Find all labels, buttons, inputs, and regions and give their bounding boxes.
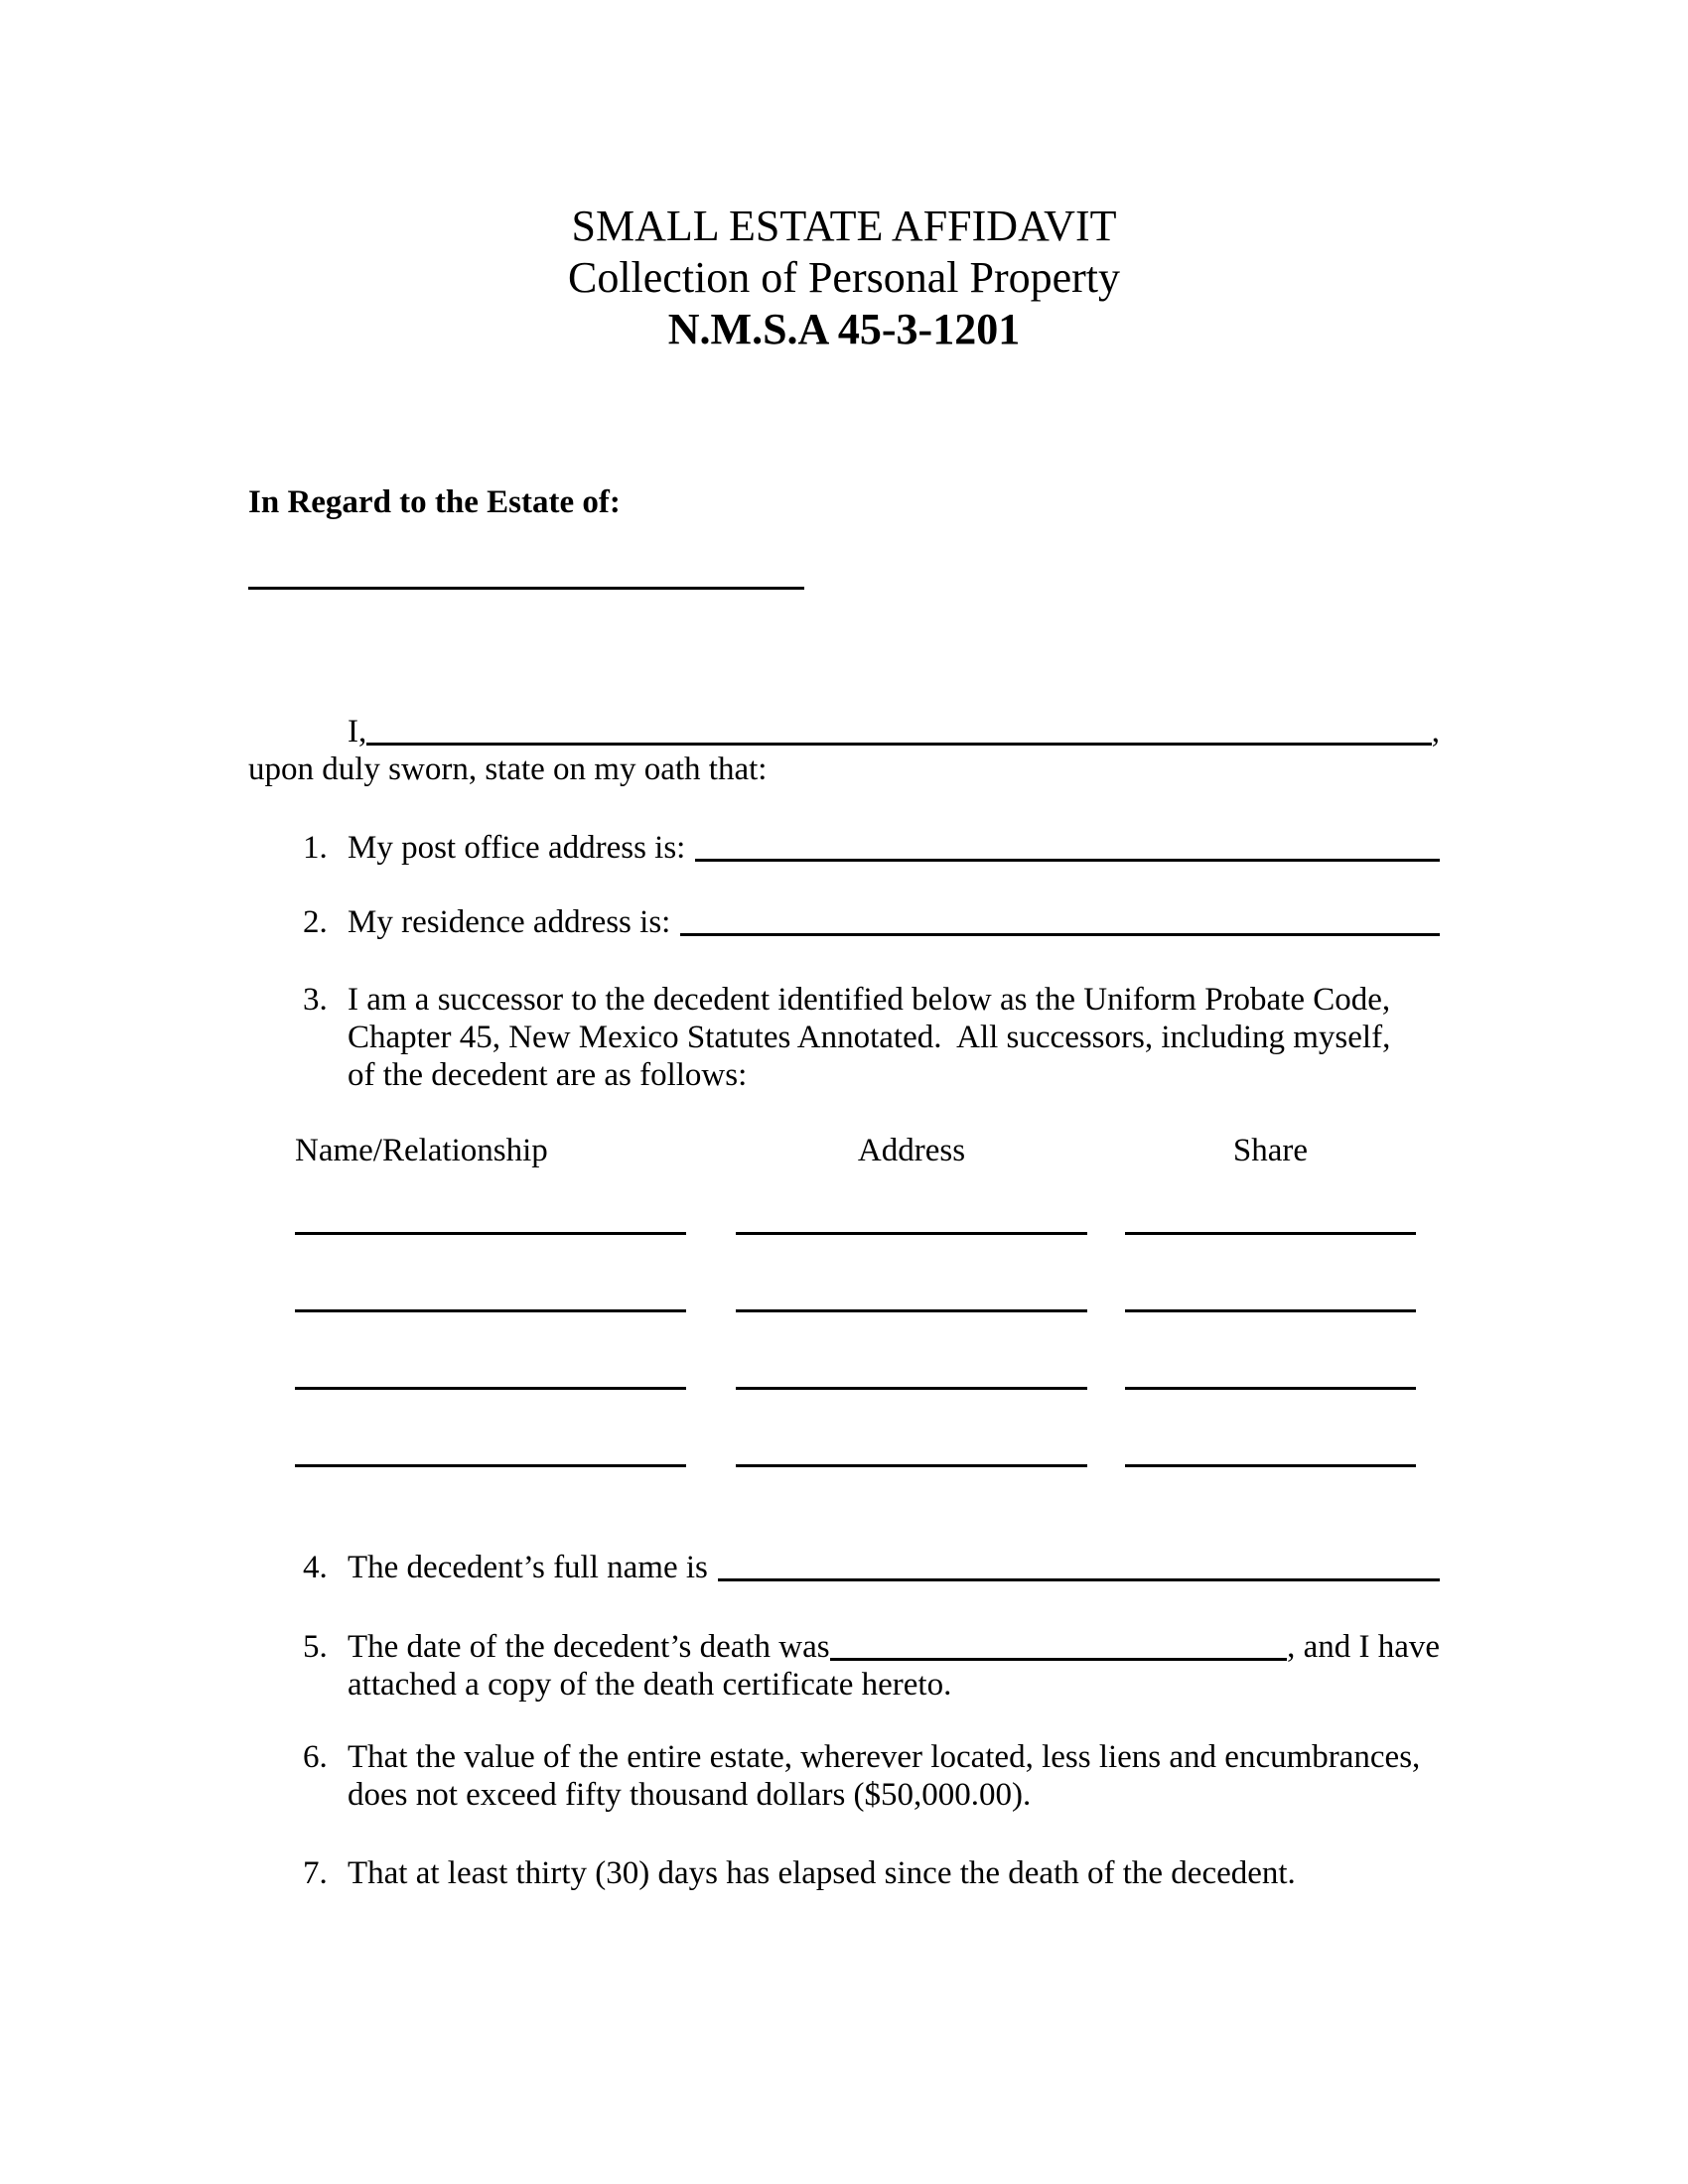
item-number: 3. [303,982,328,1018]
successor-name-line[interactable] [295,1464,686,1467]
successor-share-line[interactable] [1125,1232,1416,1235]
item-number: 7. [303,1855,328,1891]
oath-trailing-comma: , [1431,714,1440,750]
successor-address-line[interactable] [736,1232,1087,1235]
document-title [248,0,1440,355]
successors-table-header [295,1132,1440,1169]
statement-line: attached a copy of the death certificate hereto. [348,1667,952,1703]
successor-name-line[interactable] [295,1232,686,1235]
item-label: My post office address is: [348,830,686,866]
death-date-line[interactable] [830,1658,1287,1661]
successors-rows [295,1169,1440,1467]
item-date-of-death [248,1628,1440,1704]
column-header-name-relationship: Name/Relationship [295,1133,548,1168]
estate-of-label: In Regard to the Estate of: [248,484,621,520]
title-line-3: N.M.S.A 45-3-1201 [667,305,1021,353]
successors-table [248,1132,1440,1467]
successor-address-line[interactable] [736,1464,1087,1467]
decedent-name-line[interactable] [718,1578,1440,1581]
oath-line-1 [248,713,1440,751]
successor-row [295,1169,1440,1235]
item-post-office-address [248,829,1440,867]
successor-row [295,1235,1440,1312]
item-successor-statement [248,981,1440,1094]
column-header-address: Address [857,1133,966,1168]
item-number: 4. [303,1550,328,1585]
statement-line: That at least thirty (30) days has elapsed since the death of the decedent. [348,1855,1296,1891]
item-estate-value [248,1738,1440,1814]
affiant-name-line[interactable] [366,743,1432,746]
successor-address-line[interactable] [736,1309,1087,1312]
oath-pre-text: I, [348,714,367,750]
column-spacer [686,1132,736,1169]
successor-name-line[interactable] [295,1309,686,1312]
item-number: 6. [303,1739,328,1775]
item-thirty-days [248,1854,1440,1892]
successor-row [295,1390,1440,1467]
oath-paragraph [248,713,1440,788]
successor-row [295,1312,1440,1390]
statement-line: I am a successor to the decedent identified below as the Uniform Probate Code, [348,982,1391,1018]
successor-address-line[interactable] [736,1387,1087,1390]
column-header-share: Share [1232,1133,1309,1168]
successor-name-line[interactable] [295,1387,686,1390]
statement-line: That the value of the entire estate, wherever located, less liens and encumbrances, [348,1739,1421,1775]
successor-share-line[interactable] [1125,1464,1416,1467]
title-line-2: Collection of Personal Property [567,253,1120,302]
item-label: The decedent’s full name is [348,1550,708,1585]
item-number: 1. [303,830,328,866]
title-line-1: SMALL ESTATE AFFIDAVIT [571,202,1117,250]
post-office-address-line[interactable] [695,859,1440,862]
statement-line: does not exceed fifty thousand dollars ($50,000.00). [348,1777,1032,1813]
column-spacer [1087,1132,1125,1169]
successor-share-line[interactable] [1125,1387,1416,1390]
item-number: 5. [303,1629,328,1665]
item-label: The date of the decedent’s death was [348,1629,830,1665]
item-label-suffix: , and I have [1287,1629,1440,1665]
item-label: My residence address is: [348,904,671,940]
estate-name-line[interactable] [248,549,804,590]
residence-address-line[interactable] [680,933,1440,936]
statement-line: of the decedent are as follows: [348,1057,748,1093]
oath-line-2: upon duly sworn, state on my oath that: [248,751,768,787]
item-residence-address [248,903,1440,941]
statement-line: Chapter 45, New Mexico Statutes Annotated. All successors, including myself, [348,1020,1391,1055]
item-number: 2. [303,904,328,940]
successor-share-line[interactable] [1125,1309,1416,1312]
item-decedent-full-name [248,1549,1440,1586]
